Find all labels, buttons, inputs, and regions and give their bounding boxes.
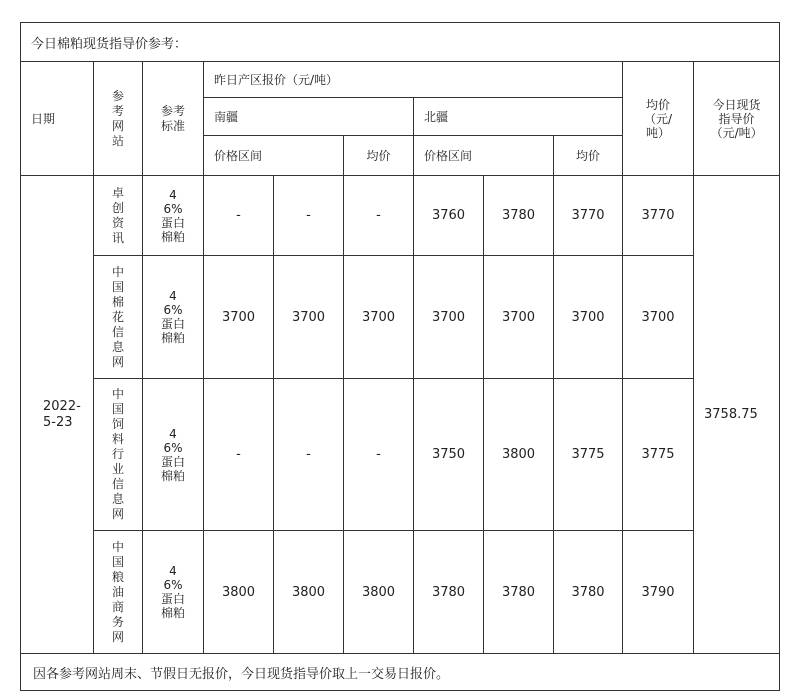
note-row bbox=[21, 654, 780, 691]
north-avg-cell: 3700 bbox=[554, 256, 623, 379]
footnote: 因各参考网站周末、节假日无报价，今日现货指导价取上一交易日报价。 bbox=[21, 654, 780, 691]
table-title: 今日棉粕现货指导价参考： bbox=[21, 23, 780, 62]
north-range-header: 价格区间 bbox=[414, 136, 554, 176]
site-cell: 中国饲料行业信息网 bbox=[94, 379, 143, 531]
south-high-cell: - bbox=[274, 176, 344, 256]
today-guide-header: 今日现货指导价（元/吨） bbox=[694, 62, 780, 176]
table-row bbox=[21, 256, 780, 379]
standard-cell: 46%蛋白棉粕 bbox=[143, 531, 204, 654]
overall-avg-header: 均价（元/吨） bbox=[623, 62, 694, 176]
north-high-cell: 3700 bbox=[484, 256, 554, 379]
south-low-cell: - bbox=[204, 379, 274, 531]
south-high-cell: - bbox=[274, 379, 344, 531]
north-header: 北疆 bbox=[414, 98, 623, 136]
standard-header: 参考标准 bbox=[143, 62, 204, 176]
table-row bbox=[21, 176, 780, 256]
north-avg-cell: 3775 bbox=[554, 379, 623, 531]
north-low-cell: 3780 bbox=[414, 531, 484, 654]
avg-cell: 3770 bbox=[623, 176, 694, 256]
south-avg-header: 均价 bbox=[344, 136, 414, 176]
table-row bbox=[21, 531, 780, 654]
avg-cell: 3775 bbox=[623, 379, 694, 531]
south-low-cell: - bbox=[204, 176, 274, 256]
header-row-1 bbox=[21, 62, 780, 98]
south-high-cell: 3700 bbox=[274, 256, 344, 379]
date-header: 日期 bbox=[21, 62, 94, 176]
standard-cell: 46%蛋白棉粕 bbox=[143, 379, 204, 531]
north-high-cell: 3780 bbox=[484, 531, 554, 654]
south-high-cell: 3800 bbox=[274, 531, 344, 654]
avg-cell: 3700 bbox=[623, 256, 694, 379]
title-row bbox=[21, 23, 780, 62]
north-avg-cell: 3770 bbox=[554, 176, 623, 256]
south-avg-cell: 3800 bbox=[344, 531, 414, 654]
table-row bbox=[21, 379, 780, 531]
south-avg-cell: 3700 bbox=[344, 256, 414, 379]
standard-cell: 46%蛋白棉粕 bbox=[143, 176, 204, 256]
standard-cell: 46%蛋白棉粕 bbox=[143, 256, 204, 379]
north-avg-header: 均价 bbox=[554, 136, 623, 176]
site-header: 参考网站 bbox=[94, 62, 143, 176]
yesterday-quote-header: 昨日产区报价（元/吨） bbox=[204, 62, 623, 98]
avg-cell: 3790 bbox=[623, 531, 694, 654]
north-low-cell: 3700 bbox=[414, 256, 484, 379]
south-header: 南疆 bbox=[204, 98, 414, 136]
north-high-cell: 3800 bbox=[484, 379, 554, 531]
north-low-cell: 3760 bbox=[414, 176, 484, 256]
north-low-cell: 3750 bbox=[414, 379, 484, 531]
south-range-header: 价格区间 bbox=[204, 136, 344, 176]
today-guide-cell: 3758.75 bbox=[694, 176, 780, 654]
date-cell: 2022-5-23 bbox=[21, 176, 94, 654]
price-reference-sheet bbox=[20, 22, 779, 691]
south-avg-cell: - bbox=[344, 176, 414, 256]
site-cell: 中国棉花信息网 bbox=[94, 256, 143, 379]
north-avg-cell: 3780 bbox=[554, 531, 623, 654]
site-cell: 卓创资讯 bbox=[94, 176, 143, 256]
south-low-cell: 3800 bbox=[204, 531, 274, 654]
site-cell: 中国粮油商务网 bbox=[94, 531, 143, 654]
price-table bbox=[20, 22, 780, 691]
north-high-cell: 3780 bbox=[484, 176, 554, 256]
south-avg-cell: - bbox=[344, 379, 414, 531]
south-low-cell: 3700 bbox=[204, 256, 274, 379]
